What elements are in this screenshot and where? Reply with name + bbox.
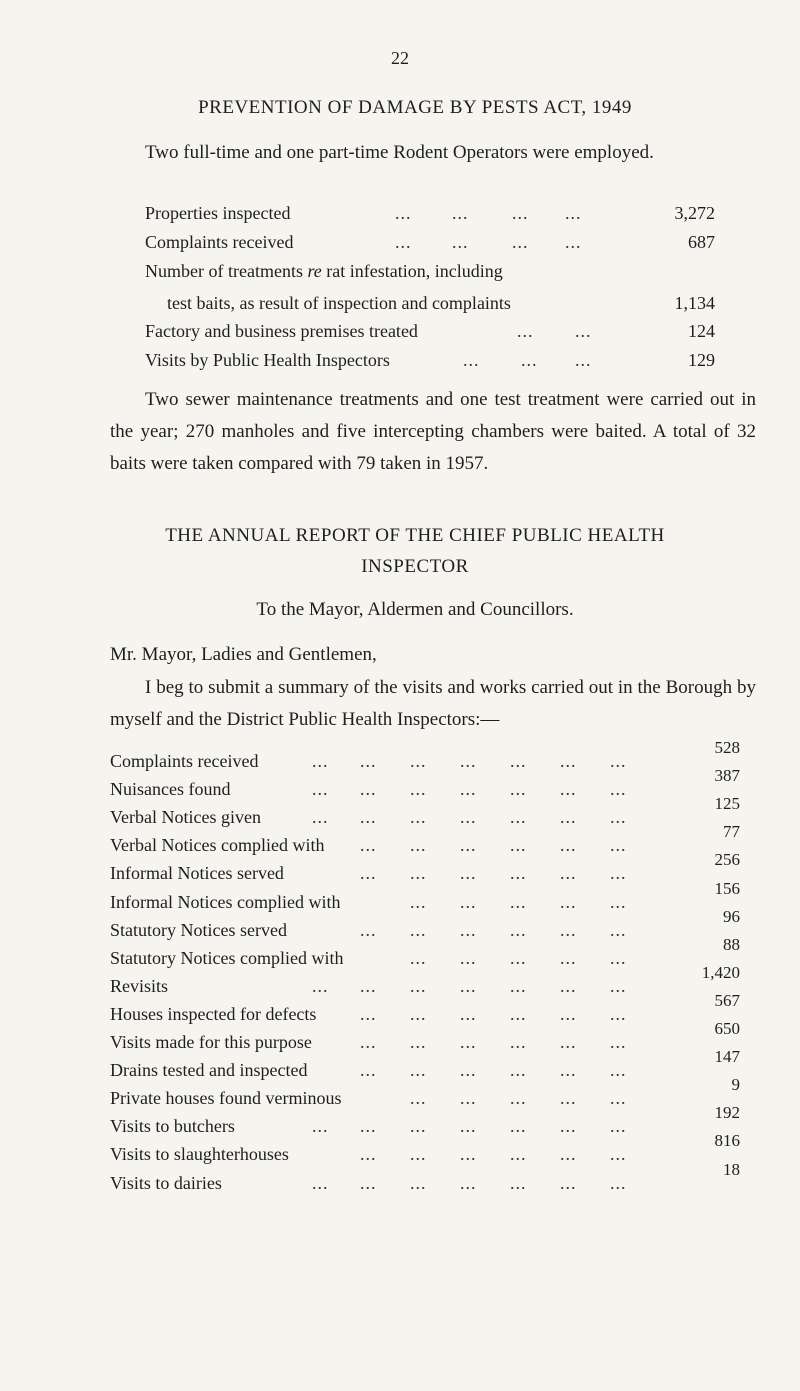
page-number: 22 — [391, 48, 409, 68]
dot-leader: ... — [510, 1172, 527, 1193]
dot-leader: ... — [410, 1172, 427, 1193]
addressee-line: To the Mayor, Aldermen and Councillors. — [256, 599, 574, 620]
dot-leader: ... — [410, 863, 427, 884]
stat-label: Visits by Public Health Inspectors — [145, 350, 390, 370]
summary-label: Statutory Notices complied with — [110, 947, 344, 968]
stat-value: 3,272 — [674, 203, 715, 223]
dot-leader: ... — [610, 1144, 627, 1165]
dot-leader: ... — [312, 1116, 329, 1137]
dot-leader: ... — [560, 1003, 577, 1024]
dot-leader: ... — [460, 919, 477, 940]
dot-leader: ... — [460, 1032, 477, 1052]
stat-label-part: Number of treatments — [145, 261, 308, 281]
dot-leader: ... — [575, 321, 592, 341]
stat-label: Complaints received — [145, 232, 294, 252]
summary-label: Private houses found verminous — [110, 1088, 342, 1109]
dot-leader: ... — [312, 779, 329, 800]
dot-leader: ... — [560, 891, 577, 912]
summary-value: 96 — [723, 906, 740, 926]
dot-leader: ... — [360, 835, 377, 856]
summary-label: Statutory Notices served — [110, 919, 287, 940]
dot-leader: ... — [312, 751, 329, 771]
dot-leader: ... — [510, 807, 527, 828]
dot-leader: ... — [312, 975, 329, 996]
dot-leader: ... — [460, 863, 477, 884]
summary-value: 528 — [714, 738, 740, 757]
summary-value: 256 — [714, 850, 740, 870]
summary-value: 387 — [714, 766, 740, 786]
dot-leader: ... — [360, 1172, 377, 1193]
dot-leader: ... — [510, 1003, 527, 1024]
summary-label: Verbal Notices given — [110, 807, 261, 828]
summary-label: Verbal Notices complied with — [110, 835, 325, 856]
dot-leader: ... — [410, 1003, 427, 1024]
dot-leader: ... — [512, 232, 529, 252]
dot-leader: ... — [610, 1172, 627, 1193]
summary-label: Informal Notices served — [110, 863, 284, 884]
dot-leader: ... — [460, 1003, 477, 1024]
dot-leader: ... — [510, 1088, 527, 1109]
dot-leader: ... — [460, 835, 477, 856]
summary-label: Visits to butchers — [110, 1116, 235, 1137]
stat-label-continuation: test baits, as result of inspection and complaints — [167, 293, 511, 313]
summary-value: 192 — [714, 1103, 740, 1123]
dot-leader: ... — [395, 232, 412, 252]
stat-row — [145, 258, 715, 318]
dot-leader: ... — [460, 1172, 477, 1193]
dot-leader: ... — [460, 1060, 477, 1081]
stat-label: Properties inspected — [145, 203, 291, 223]
dot-leader: ... — [560, 835, 577, 856]
salutation-line: Mr. Mayor, Ladies and Gentlemen, — [110, 644, 377, 665]
dot-leader: ... — [560, 1172, 577, 1193]
dot-leader: ... — [610, 1088, 627, 1109]
dot-leader: ... — [560, 947, 577, 968]
summary-value: 1,420 — [701, 962, 740, 982]
dot-leader: ... — [510, 863, 527, 884]
dot-leader: ... — [510, 891, 527, 912]
summary-value: 125 — [714, 794, 740, 814]
dot-leader: ... — [510, 779, 527, 800]
dot-leader: ... — [510, 1060, 527, 1081]
dot-leader: ... — [560, 1144, 577, 1165]
summary-row — [110, 973, 650, 999]
stat-value: 1,134 — [674, 293, 715, 313]
summary-row — [110, 917, 650, 943]
stat-row — [145, 200, 715, 226]
report-heading-line2: INSPECTOR — [361, 556, 469, 577]
dot-leader: ... — [610, 891, 627, 912]
dot-leader: ... — [510, 1144, 527, 1165]
summary-label: Nuisances found — [110, 779, 231, 800]
dot-leader: ... — [452, 203, 469, 223]
dot-leader: ... — [560, 863, 577, 884]
stat-label — [145, 258, 503, 284]
dot-leader: ... — [560, 1116, 577, 1137]
dot-leader: ... — [360, 1003, 377, 1024]
dot-leader: ... — [610, 1032, 627, 1052]
dot-leader: ... — [460, 1144, 477, 1165]
dot-leader: ... — [460, 751, 477, 771]
dot-leader: ... — [510, 751, 527, 771]
summary-label: Houses inspected for defects — [110, 1003, 317, 1024]
dot-leader: ... — [560, 807, 577, 828]
dot-leader: ... — [510, 1032, 527, 1052]
summary-row — [110, 889, 650, 915]
summary-label: Revisits — [110, 975, 169, 996]
summary-label: Visits to dairies — [110, 1172, 222, 1193]
summary-row — [110, 804, 650, 830]
dot-leader: ... — [560, 919, 577, 940]
dot-leader: ... — [565, 232, 582, 252]
dot-leader: ... — [360, 1060, 377, 1081]
summary-value: 18 — [723, 1159, 740, 1179]
report-heading-line1: THE ANNUAL REPORT OF THE CHIEF PUBLIC HEALTH — [165, 525, 665, 546]
dot-leader: ... — [452, 232, 469, 252]
dot-leader: ... — [610, 1116, 627, 1137]
dot-leader: ... — [510, 975, 527, 996]
dot-leader: ... — [512, 203, 529, 223]
dot-leader: ... — [360, 1144, 377, 1165]
dot-leader: ... — [565, 203, 582, 223]
dot-leader: ... — [460, 947, 477, 968]
dot-leader: ... — [312, 807, 329, 828]
summary-label: Complaints received — [110, 751, 259, 771]
summary-value: 650 — [714, 1019, 740, 1038]
dot-leader: ... — [510, 1116, 527, 1137]
dot-leader: ... — [360, 919, 377, 940]
dot-leader: ... — [360, 1032, 377, 1052]
dot-leader: ... — [560, 751, 577, 771]
summary-row — [110, 1001, 650, 1027]
summary-row — [110, 1113, 650, 1139]
summary-row — [110, 832, 650, 858]
summary-row — [110, 860, 650, 886]
summary-row — [110, 776, 650, 802]
summary-row — [110, 1170, 650, 1196]
dot-leader: ... — [410, 1032, 427, 1052]
stat-label-part: rat infestation, including — [321, 261, 503, 281]
summary-value: 88 — [723, 934, 740, 954]
dot-leader: ... — [410, 947, 427, 968]
dot-leader: ... — [410, 807, 427, 828]
dot-leader: ... — [575, 350, 592, 370]
dot-leader: ... — [360, 863, 377, 884]
dot-leader: ... — [560, 1032, 577, 1052]
dot-leader: ... — [410, 751, 427, 771]
dot-leader: ... — [360, 751, 377, 771]
dot-leader: ... — [610, 863, 627, 884]
summary-value: 816 — [714, 1131, 740, 1151]
dot-leader: ... — [460, 975, 477, 996]
dot-leader: ... — [360, 1116, 377, 1137]
rodent-operators-paragraph: Two full-time and one part-time Rodent Operators were employed. — [145, 142, 654, 163]
stat-label-italic: re — [307, 261, 322, 281]
dot-leader: ... — [610, 751, 627, 771]
dot-leader: ... — [610, 835, 627, 856]
summary-label: Drains tested and inspected — [110, 1060, 308, 1081]
dot-leader: ... — [510, 947, 527, 968]
dot-leader: ... — [610, 919, 627, 940]
dot-leader: ... — [312, 1172, 329, 1193]
dot-leader: ... — [460, 891, 477, 912]
dot-leader: ... — [610, 807, 627, 828]
summary-row — [110, 1085, 650, 1111]
dot-leader: ... — [410, 975, 427, 996]
dot-leader: ... — [410, 1144, 427, 1165]
dot-leader: ... — [521, 350, 538, 370]
dot-leader: ... — [517, 321, 534, 341]
dot-leader: ... — [463, 350, 480, 370]
summary-row — [110, 1141, 650, 1167]
dot-leader: ... — [460, 807, 477, 828]
stat-row — [145, 229, 715, 255]
stat-row — [145, 347, 715, 373]
summary-value: 156 — [714, 878, 740, 898]
sewer-treatment-paragraph: Two sewer maintenance treatments and one test treatment were carried out in the year; 270 manholes and five intercepting chambers were baited. A total of 32 baits were taken compared with 79 taken in 1957. — [110, 389, 756, 474]
stat-value: 687 — [688, 232, 715, 252]
dot-leader: ... — [410, 1088, 427, 1109]
summary-label: Informal Notices complied with — [110, 891, 341, 912]
dot-leader: ... — [410, 891, 427, 912]
dot-leader: ... — [410, 919, 427, 940]
section-heading-pests-act: PREVENTION OF DAMAGE BY PESTS ACT, 1949 — [198, 97, 632, 118]
stat-value: 124 — [688, 321, 715, 341]
dot-leader: ... — [610, 1003, 627, 1024]
dot-leader: ... — [410, 1060, 427, 1081]
dot-leader: ... — [360, 975, 377, 996]
dot-leader: ... — [410, 835, 427, 856]
summary-row — [110, 748, 650, 774]
dot-leader: ... — [460, 1088, 477, 1109]
summary-row — [110, 1057, 650, 1083]
dot-leader: ... — [510, 919, 527, 940]
dot-leader: ... — [610, 779, 627, 800]
summary-value: 567 — [714, 990, 740, 1010]
summary-intro-paragraph: I beg to submit a summary of the visits and works carried out in the Borough by myself and the District Public Health Inspectors:— — [110, 677, 756, 730]
dot-leader: ... — [560, 779, 577, 800]
summary-value: 147 — [714, 1047, 740, 1067]
dot-leader: ... — [510, 835, 527, 856]
stat-value: 129 — [688, 350, 715, 370]
dot-leader: ... — [610, 975, 627, 996]
summary-row — [110, 1029, 650, 1055]
dot-leader: ... — [460, 779, 477, 800]
summary-label: Visits made for this purpose — [110, 1032, 312, 1052]
dot-leader: ... — [610, 1060, 627, 1081]
stat-row — [145, 318, 715, 344]
summary-value: 77 — [723, 822, 740, 842]
summary-value: 9 — [731, 1075, 740, 1095]
dot-leader: ... — [560, 1088, 577, 1109]
dot-leader: ... — [360, 807, 377, 828]
dot-leader: ... — [560, 975, 577, 996]
dot-leader: ... — [395, 203, 412, 223]
stat-label: Factory and business premises treated — [145, 321, 418, 341]
summary-row — [110, 945, 650, 971]
dot-leader: ... — [360, 779, 377, 800]
dot-leader: ... — [410, 1116, 427, 1137]
dot-leader: ... — [610, 947, 627, 968]
dot-leader: ... — [410, 779, 427, 800]
summary-label: Visits to slaughterhouses — [110, 1144, 289, 1165]
dot-leader: ... — [560, 1060, 577, 1081]
dot-leader: ... — [460, 1116, 477, 1137]
